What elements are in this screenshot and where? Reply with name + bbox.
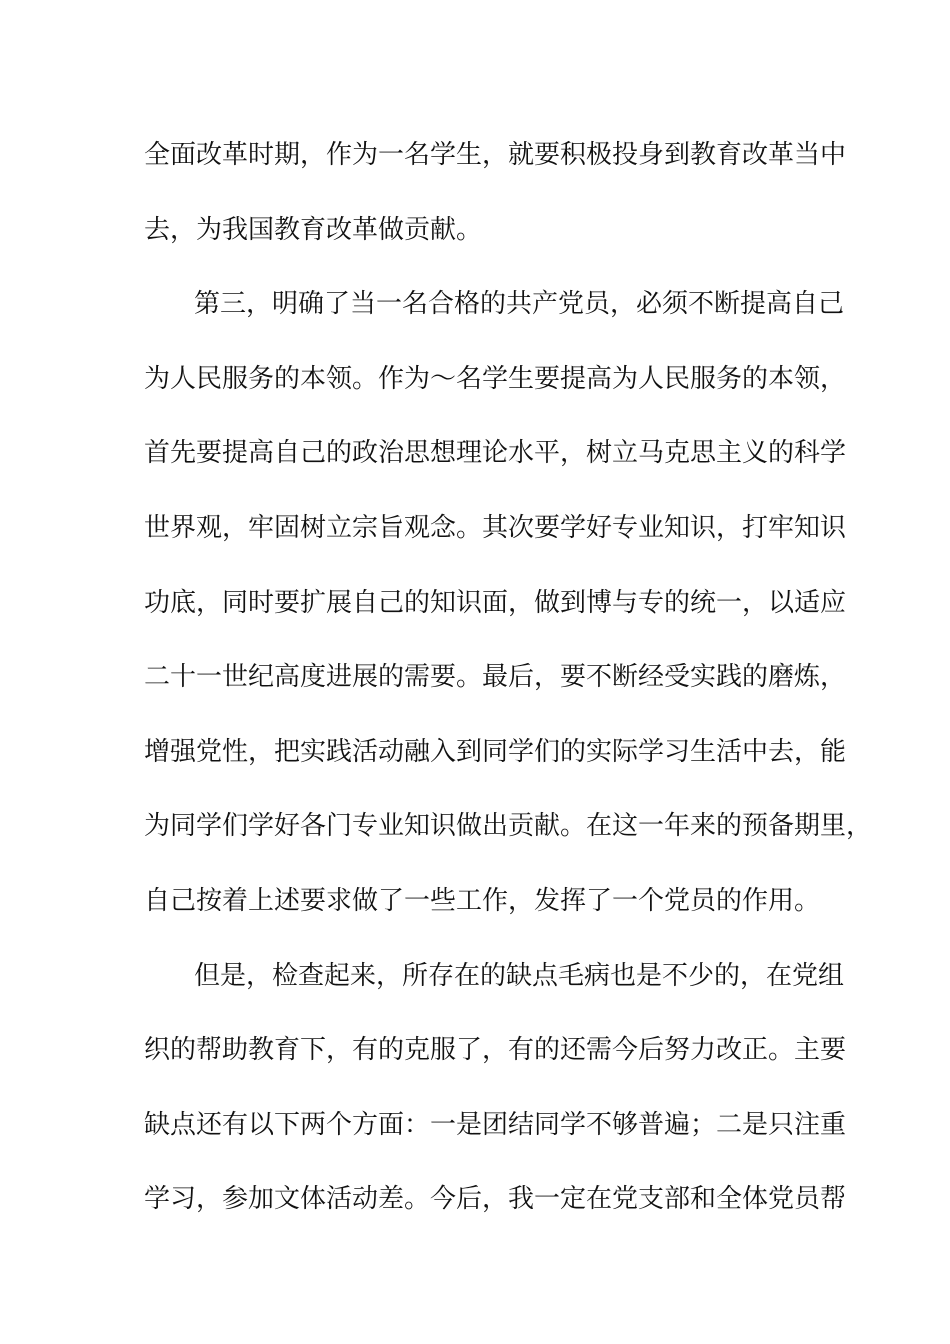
- paragraph-start-line: 第三，明确了当一名合格的共产党员，必须不断提高自己: [194, 289, 845, 320]
- text-line: 增强党性，把实践活动融入到同学们的实际学习生活中去，能: [144, 736, 847, 767]
- text-line: 自己按着上述要求做了一些工作，发挥了一个党员的作用。: [144, 885, 821, 916]
- text-line: 学习，参加文体活动差。今后，我一定在党支部和全体党员帮: [144, 1184, 847, 1215]
- text-line: 全面改革时期，作为一名学生，就要积极投身到教育改革当中: [144, 140, 847, 170]
- text-line: 世界观，牢固树立宗旨观念。其次要学好专业知识，打牢知识: [144, 512, 847, 543]
- paragraph-start-line: 但是，检查起来，所存在的缺点毛病也是不少的，在党组: [194, 960, 845, 991]
- text-line: 去，为我国教育改革做贡献。: [144, 214, 483, 245]
- text-line: 首先要提高自己的政治思想理论水平，树立马克思主义的科学: [144, 438, 847, 469]
- text-line: 缺点还有以下两个方面：一是团结同学不够普遍；二是只注重: [144, 1109, 847, 1140]
- text-line: 功底，同时要扩展自己的知识面，做到博与专的统一，以适应: [144, 587, 847, 618]
- text-line: 为同学们学好各门专业知识做出贡献。在这一年来的预备期里，: [144, 811, 873, 842]
- text-line: 二十一世纪高度进展的需要。最后，要不断经受实践的磨炼，: [144, 662, 847, 693]
- text-line: 织的帮助教育下，有的克服了，有的还需今后努力改正。主要: [144, 1035, 847, 1066]
- document-body: [144, 132, 873, 1251]
- text-line: 为人民服务的本领。作为～名学生要提高为人民服务的本领，: [144, 363, 847, 394]
